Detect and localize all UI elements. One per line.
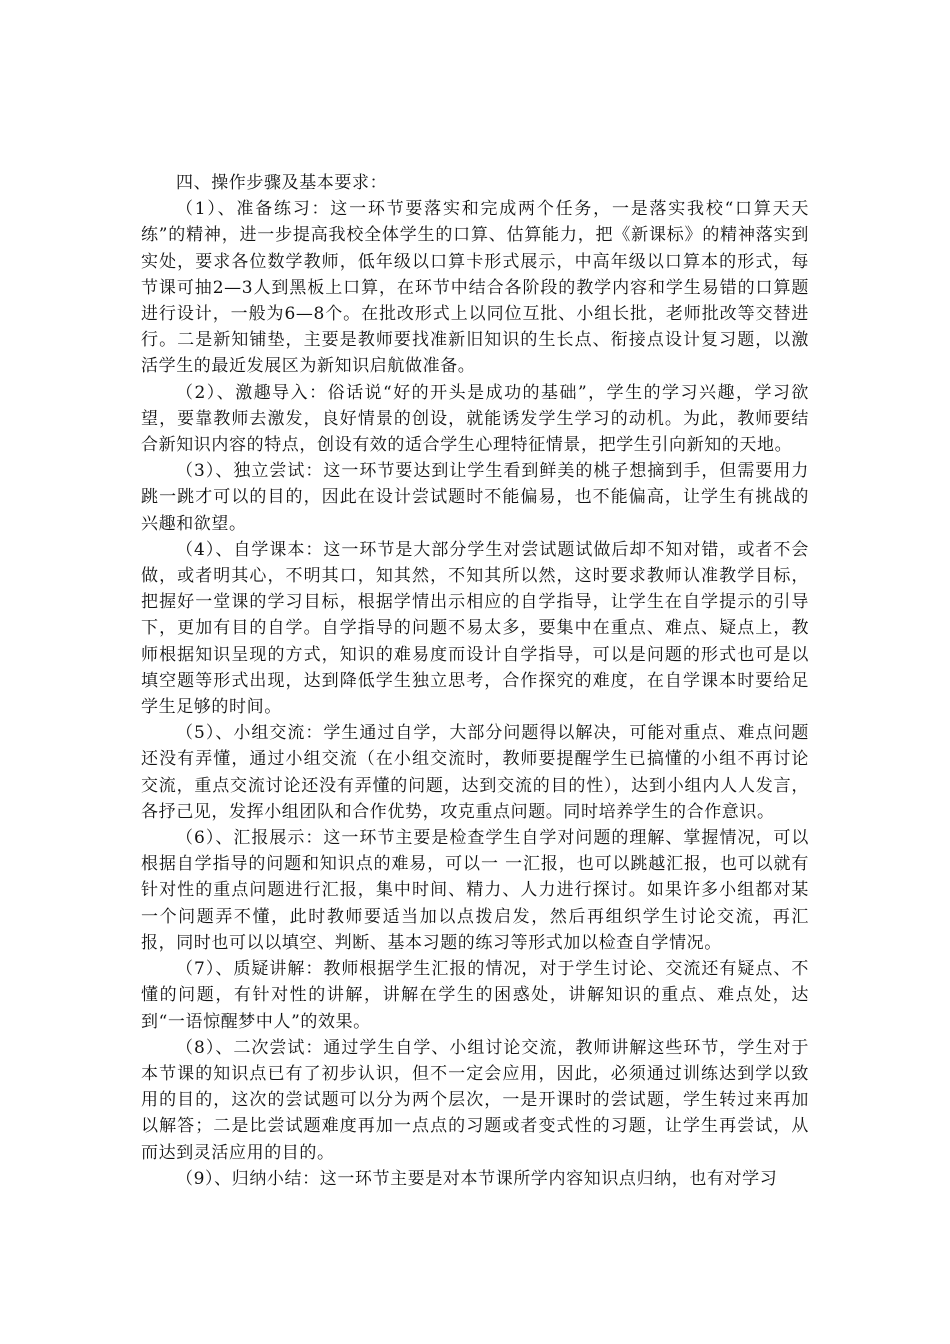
paragraph-step-9: （9）、归纳小结：这一环节主要是对本节课所学内容知识点归纳，也有对学习 (176, 1168, 778, 1189)
paragraph-step-8: （8）、二次尝试：通过学生自学、小组讨论交流，教师讲解这些环节，学生对于本节课的知识点已有了初步认识，但不一定会应用，因此，必须通过训练达到学以致用的目的，这次的尝试题可以分为两个层次，一是开课时的尝试题，学生转过来再加以解答；二是比尝试题难度再加一点点的习题或者变式性的习题，让学生再尝试，从而达到灵活应用的目的。 (141, 1037, 809, 1163)
document-body (141, 170, 809, 1192)
paragraph-step-4: （4）、自学课本：这一环节是大部分学生对尝试题试做后却不知对错，或者不会做，或者明其心，不明其口，知其然，不知其所以然，这时要求教师认准教学目标，把握好一堂课的学习目标，根据学情出示相应的自学指导，让学生在自学提示的引导下，更加有目的自学。自学指导的问题不易太多，要集中在重点、难点、疑点上，教师根据知识呈现的方式，知识的难易度而设计自学指导，可以是问题的形式也可是以填空题等形式出现，达到降低学生独立思考，合作探究的难度，在自学课本时要给足学生足够的时间。 (141, 539, 809, 718)
paragraph-step-7: （7）、质疑讲解：教师根据学生汇报的情况，对于学生讨论、交流还有疑点、不懂的问题，有针对性的讲解，讲解在学生的困惑处，讲解知识的重点、难点处，达到“一语惊醒梦中人”的效果。 (141, 959, 809, 1032)
paragraph-step-6: （6）、汇报展示：这一环节主要是检查学生自学对问题的理解、掌握情况，可以根据自学指导的问题和知识点的难易，可以一 一汇报，也可以跳越汇报，也可以就有针对性的重点问题进行汇报，集中时间、精力、人力进行探讨。如果许多小组都对某一个问题弄不懂，此时教师要适当加以点拨启发，然后再组织学生讨论交流，再汇报，同时也可以以填空、判断、基本习题的练习等形式加以检查自学情况。 (141, 828, 809, 953)
paragraph-step-5: （5）、小组交流：学生通过自学，大部分问题得以解决，可能对重点、难点问题还没有弄懂，通过小组交流（在小组交流时，教师要提醒学生已搞懂的小组不再讨论交流，重点交流讨论还没有弄懂的问题，达到交流的目的性），达到小组内人人发言，各抒己见，发挥小组团队和合作优势，攻克重点问题。同时培养学生的合作意识。 (141, 723, 809, 822)
paragraph-step-2: （2）、激趣导入：俗话说“好的开头是成功的基础”，学生的学习兴趣，学习欲望，要靠教师去激发，良好情景的创设，就能诱发学生学习的动机。为此，教师要结合新知识内容的特点，创设有效的适合学生心理特征情景，把学生引向新知的天地。 (141, 382, 809, 456)
paragraph-step-3: （3）、独立尝试：这一环节要达到让学生看到鲜美的桃子想摘到手，但需要用力跳一跳才可以的目的，因此在设计尝试题时不能偏易，也不能偏高，让学生有挑战的兴趣和欲望。 (141, 461, 809, 534)
section-heading: 四、操作步骤及基本要求： (176, 173, 388, 193)
paragraph-step-1: （1）、准备练习：这一环节要落实和完成两个任务，一是落实我校“口算天天练”的精神，进一步提高我校全体学生的口算、估算能力，把《新课标》的精神落实到实处，要求各位数学教师，低年级以口算卡形式展示，中高年级以口算本的形式，每节课可抽2—3人到黑板上口算，在环节中结合各阶段的教学内容和学生易错的口算题进行设计，一般为6—8个。在批改形式上以同位互批、小组长批，老师批改等交替进行。二是新知铺垫，主要是教师要找准新旧知识的生长点、衔接点设计复习题，以激活学生的最近发展区为新知识启航做准备。 (141, 199, 809, 377)
